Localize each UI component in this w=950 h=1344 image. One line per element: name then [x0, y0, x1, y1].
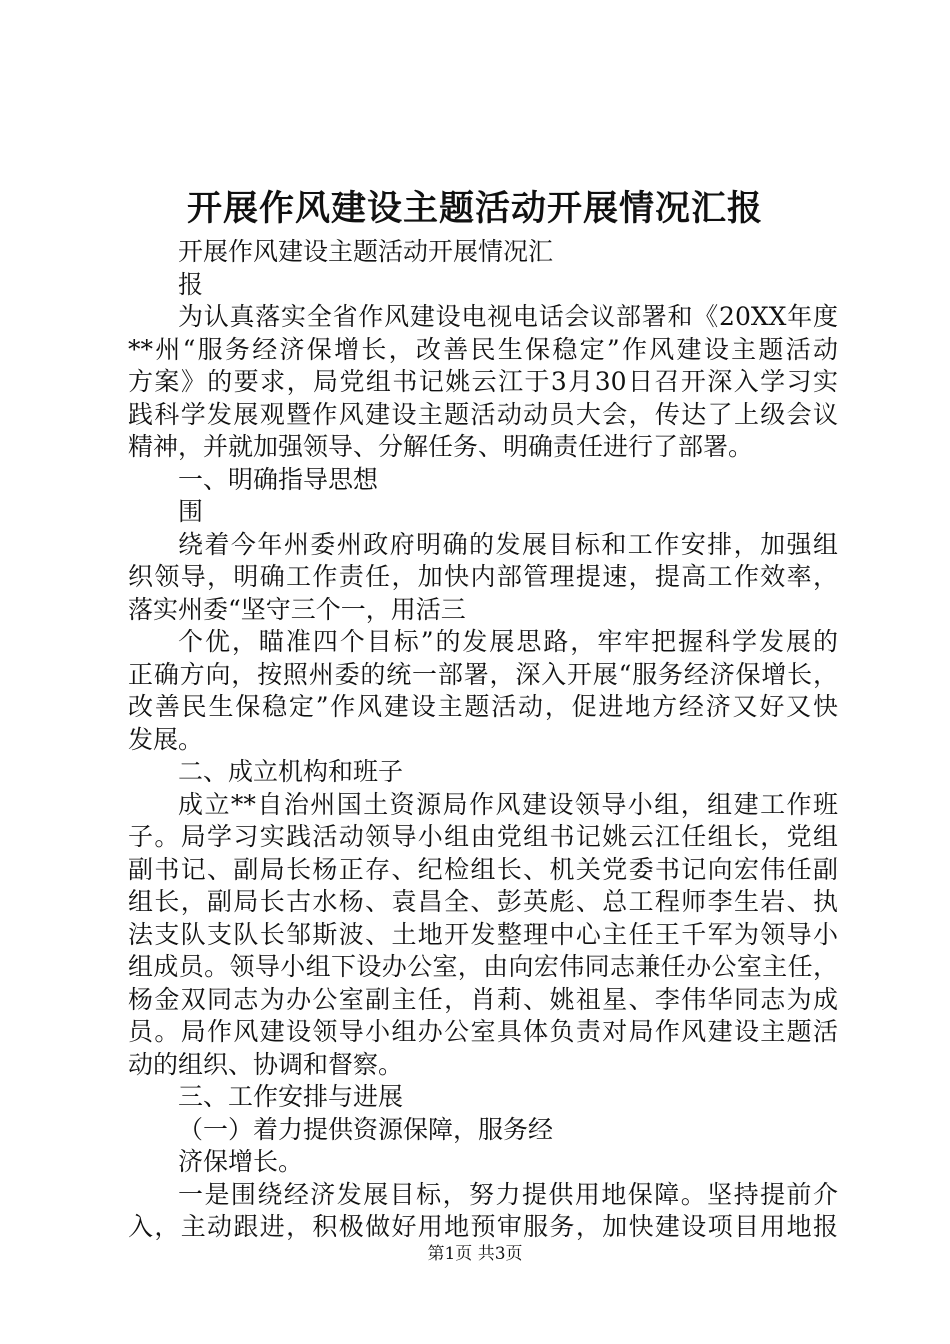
text-line: 杨金双同志为办公室副主任，肖莉、姚祖星、李伟华同志为成 — [128, 984, 838, 1014]
text-line: 组成员。领导小组下设办公室，由向宏伟同志兼任办公室主任， — [128, 952, 838, 981]
text-line: 员。局作风建设领导小组办公室具体负责对局作风建设主题活 — [128, 1017, 838, 1046]
text-line: 副书记、副局长杨正存、纪检组长、机关党委书记向宏伟任副 — [128, 854, 838, 884]
text-line: 成立**自治州国土资源局作风建设领导小组，组建工作班 — [178, 789, 838, 819]
text-line: 发展。 — [128, 724, 204, 754]
text-line: 一、明确指导思想 — [178, 464, 379, 494]
text-line: 一是围绕经济发展目标，努力提供用地保障。坚持提前介 — [178, 1179, 838, 1209]
text-line: 入，主动跟进，积极做好用地预审服务，加快建设项目用地报 — [128, 1212, 838, 1241]
text-line: 落实州委“坚守三个一，用活三 — [128, 594, 466, 624]
text-line: 围 — [178, 497, 204, 526]
text-line: 绕着今年州委州政府明确的发展目标和工作安排，加强组 — [178, 529, 838, 559]
text-line: 织领导，明确工作责任，加快内部管理提速，提高工作效率， — [128, 562, 838, 591]
document-body — [128, 236, 838, 1244]
text-line: 子。局学习实践活动领导小组由党组书记姚云江任组长，党组 — [128, 822, 838, 851]
document-title: 开展作风建设主题活动开展情况汇报 — [186, 188, 763, 229]
text-line: 精神，并就加强领导、分解任务、明确责任进行了部署。 — [128, 432, 754, 461]
text-line: 为认真落实全省作风建设电视电话会议部署和《20XX年度 — [178, 302, 838, 331]
text-line: 济保增长。 — [178, 1147, 304, 1176]
page-footer: 第1页 共3页 — [427, 1244, 523, 1264]
text-line: 开展作风建设主题活动开展情况汇 — [178, 237, 554, 266]
text-line: 三、工作安排与进展 — [178, 1082, 404, 1111]
text-line: 践科学发展观暨作风建设主题活动动员大会，传达了上级会议 — [128, 399, 838, 429]
text-line: 改善民生保稳定”作风建设主题活动，促进地方经济又好又快 — [128, 692, 838, 721]
text-line: **州“服务经济保增长，改善民生保稳定”作风建设主题活动 — [128, 334, 838, 364]
text-line: 方案》的要求，局党组书记姚云江于3月30日召开深入学习实 — [128, 367, 838, 396]
text-line: 二、成立机构和班子 — [178, 757, 404, 786]
text-line: 法支队支队长邹斯波、土地开发整理中心主任王千军为领导小 — [128, 919, 838, 949]
text-line: 组长，副局长古水杨、袁昌全、彭英彪、总工程师李生岩、执 — [128, 887, 838, 916]
text-line: 正确方向，按照州委的统一部署，深入开展“服务经济保增长， — [128, 659, 838, 689]
text-line: 动的组织、协调和督察。 — [128, 1049, 404, 1079]
text-line: 个优，瞄准四个目标”的发展思路，牢牢把握科学发展的 — [178, 627, 838, 656]
text-line: 报 — [178, 269, 204, 299]
text-line: （一）着力提供资源保障，服务经 — [178, 1114, 554, 1144]
